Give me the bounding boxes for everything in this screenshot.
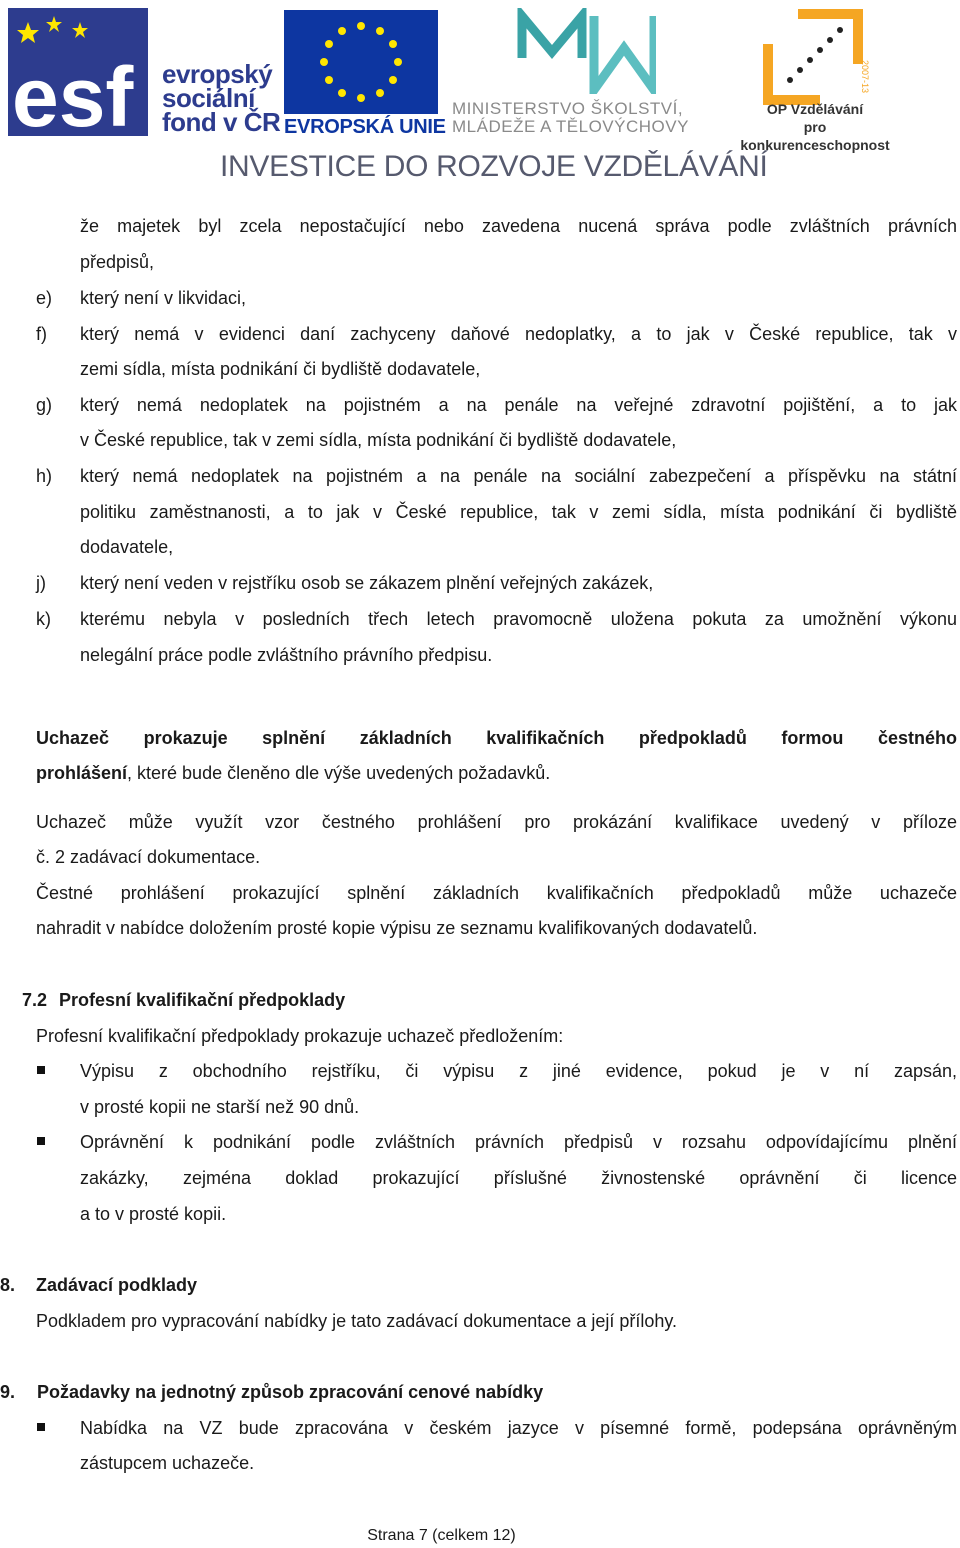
list-item-line: který není v likvidaci, [80,288,247,308]
section-7-2-intro: Profesní kvalifikační předpoklady prokazuje uchazeč předložením: [36,1026,564,1046]
esf-logo-icon [8,8,148,136]
op-line-2: pro konkurenceschopnost [740,119,890,153]
msmt-logo-icon [516,8,656,94]
section-8-text: Podkladem pro vypracování nabídky je tato zadávací dokumentace a její přílohy. [36,1311,678,1331]
list-item-line: který nemá nedoplatek na pojistném a na penále na veřejné zdravotní pojištění, a to jak [80,395,957,415]
svg-text:2007-13: 2007-13 [860,60,870,94]
bullet-line: Oprávnění k podnikání podle zvláštních právních předpisů v rozsahu odpovídajícímu plnění [80,1132,957,1152]
section-8-number: 8. [0,1275,16,1295]
list-marker: e) [36,288,53,308]
msmt-name [452,100,689,136]
list-continuation-line: předpisů, [80,252,155,272]
list-continuation-line: že majetek byl zcela nepostačující nebo zavedena nucená správa podle zvláštních právních [80,216,957,236]
bullet-icon [37,1423,45,1431]
bullet-line: Výpisu z obchodního rejstříku, či výpisu z jiné evidence, pokud je v ní zapsán, [80,1061,957,1081]
list-item-line: který není veden v rejstříku osob se zákazem plnění veřejných zakázek, [80,573,654,593]
para1-line-2 [36,763,957,783]
op-line-1: OP Vzdělávání [766,101,864,117]
para2-line: č. 2 zadávací dokumentace. [36,847,261,867]
esf-line-2: sociální [162,83,255,113]
bullet-line: v prosté kopii ne starší než 90 dnů. [80,1097,360,1117]
bullet-line: zakázky, zejména doklad prokazující příslušné živnostenské oprávnění či licence [80,1168,957,1188]
list-item-line: který nemá nedoplatek na pojistném a na penále na sociální zabezpečení a příspěvku na státní [80,466,957,486]
section-8-title: Zadávací podklady [36,1275,198,1295]
page-footer: Strana 7 (celkem 12) [367,1527,516,1544]
list-item-line: v České republice, tak v zemi sídla, místa podnikání či bydliště dodavatele, [80,430,677,450]
msmt-line-2: MLÁDEŽE A TĚLOVÝCHOVY [452,117,689,136]
bullet-line: a to v prosté kopii. [80,1204,227,1224]
esf-text [162,59,281,137]
para1-bold: Uchazeč prokazuje splnění základních kvalifikačních předpokladů formou čestného [36,728,957,748]
list-marker: f) [36,324,47,344]
list-item-line: politiku zaměstnanosti, a to jak v České republice, tak v zemi sídla, místa podnikání či bydliště [80,502,957,522]
para1-rest: , které bude členěno dle výše uvedených požadavků. [127,763,551,783]
section-9-title: Požadavky na jednotný způsob zpracování cenové nabídky [37,1382,544,1402]
list-item-line: dodavatele, [80,537,174,557]
header-logos [0,0,960,190]
list-marker: j) [36,573,46,593]
list-item-line: kterému nebyla v posledních třech letech pravomocně uložena pokuta za umožnění výkonu [80,609,957,629]
op-text [730,100,900,154]
list-marker: h) [36,466,53,486]
section-9-number: 9. [0,1382,16,1402]
bullet-icon [37,1066,45,1074]
eu-flag-icon [284,10,438,114]
para1-bold-2: prohlášení [36,763,128,783]
esf-line-3: fond v ČR [162,107,281,137]
investice-banner: INVESTICE DO ROZVOJE VZDĚLÁVÁNÍ [220,150,768,183]
op-logo-icon [758,4,878,106]
svg-text:esf: esf [12,50,134,136]
section-7-2-number: 7.2 [22,990,48,1010]
list-item-line: který nemá v evidenci daní zachyceny daňové nedoplatky, a to jak v České republice, tak v [80,324,957,344]
para1-line-1 [36,728,957,748]
list-marker: g) [36,395,53,415]
list-item-line: nelegální práce podle zvláštního právního předpisu. [80,645,493,665]
list-marker: k) [36,609,51,629]
para2-line: Uchazeč může využít vzor čestného prohlášení pro prokázání kvalifikace uvedený v příloze [36,812,957,832]
para3-line: Čestné prohlášení prokazující splnění základních kvalifikačních předpokladů může uchazeče [36,883,957,903]
bullet-line: zástupcem uchazeče. [80,1453,255,1473]
eu-caption: EVROPSKÁ UNIE [284,116,446,138]
msmt-line-1: MINISTERSTVO ŠKOLSTVÍ, [452,99,684,118]
para3-line: nahradit v nabídce doložením prosté kopie výpisu ze seznamu kvalifikovaných dodavatelů. [36,918,758,938]
list-item-line: zemi sídla, místa podnikání či bydliště dodavatele, [80,359,481,379]
bullet-icon [37,1137,45,1145]
bullet-line: Nabídka na VZ bude zpracována v českém jazyce v písemné formě, podepsána oprávněným [80,1418,957,1438]
section-7-2-title: Profesní kvalifikační předpoklady [59,990,346,1010]
esf-line-1: evropský [162,59,273,89]
